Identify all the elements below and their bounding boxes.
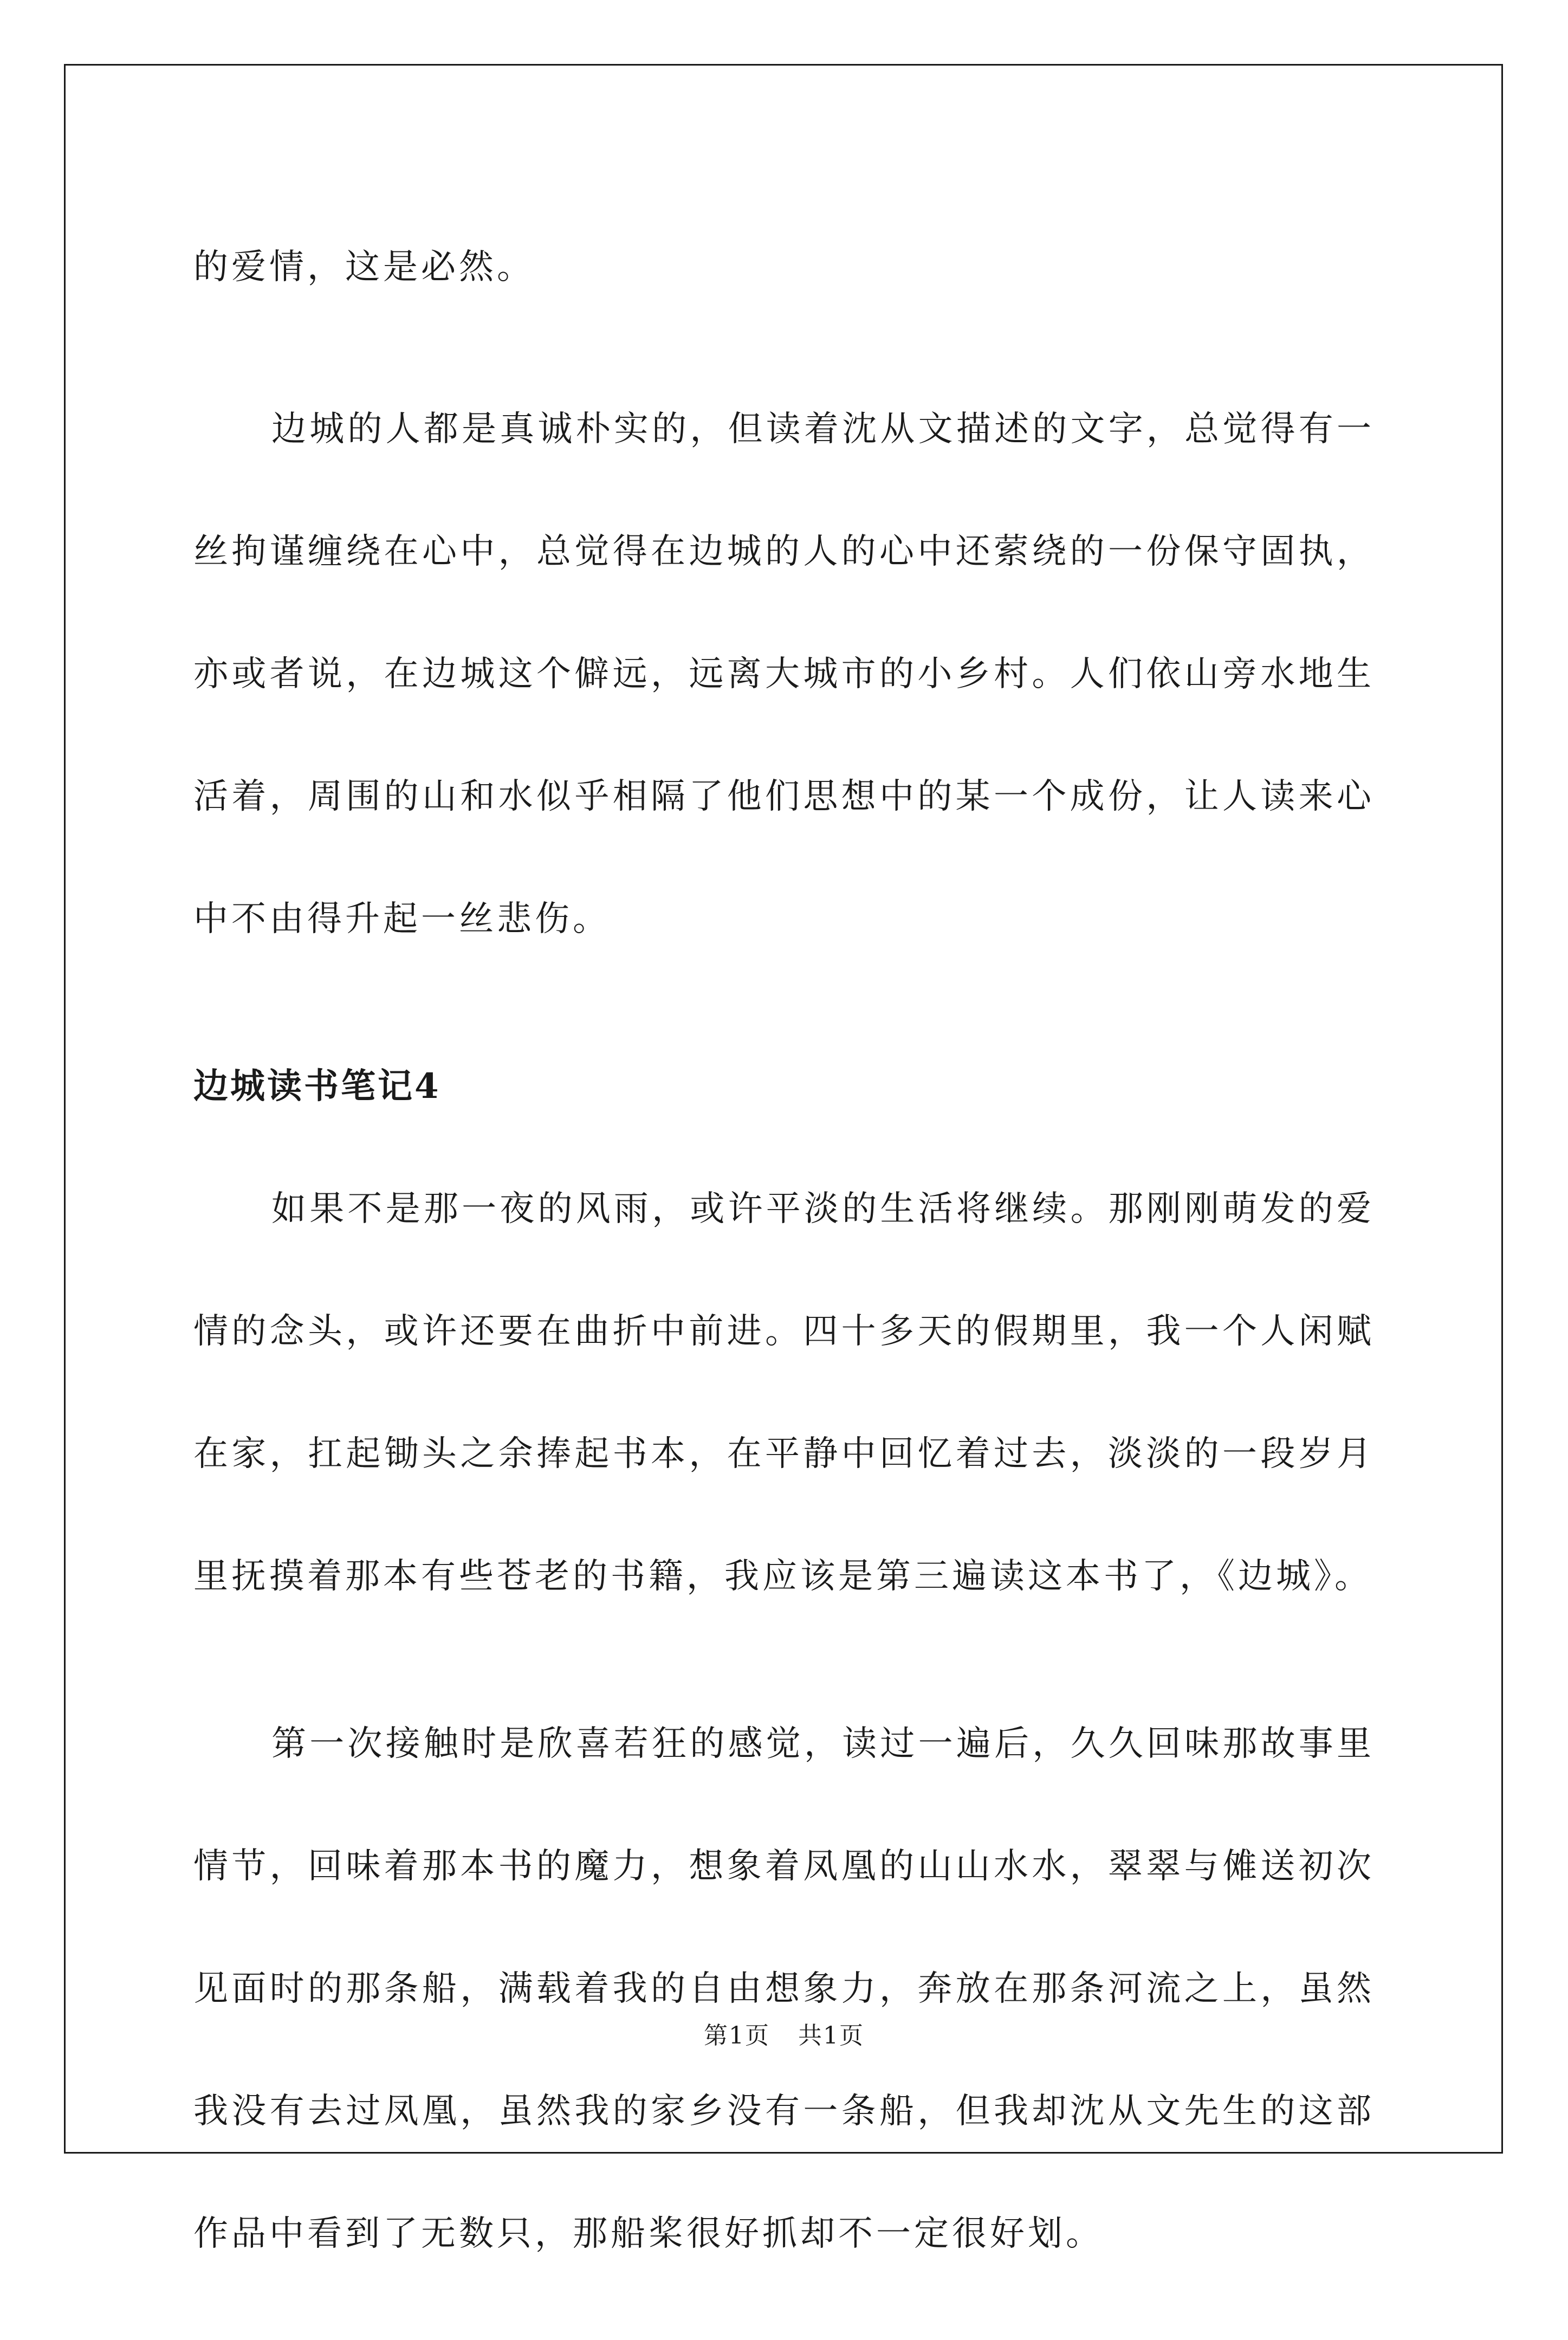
- page-footer: [0, 2016, 1568, 2051]
- page-number: 第1页: [704, 2022, 770, 2050]
- paragraph: 如果不是那一夜的风雨，或许平淡的生活将继续。那刚刚萌发的爱情的念头，或许还要在曲折中前进。四十多天的假期里，我一个人闲赋在家，扛起锄头之余捧起书本，在平静中回忆着过去，淡淡的一段岁月里抚摸着那本有些苍老的书籍，我应该是第三遍读这本书了，《边城》。: [193, 1189, 1375, 1596]
- paragraph: 边城的人都是真诚朴实的，但读着沈从文描述的文字，总觉得有一丝拘谨缠绕在心中，总觉得在边城的人的心中还萦绕的一份保守固执，亦或者说，在边城这个僻远，远离大城市的小乡村。人们依山旁水地生活着，周围的山和水似乎相隔了他们思想中的某一个成份，让人读来心中不由得升起一丝悲伤。: [193, 409, 1375, 939]
- page-total: 共1页: [798, 2022, 864, 2050]
- paragraph: 第一次接触时是欣喜若狂的感觉，读过一遍后，久久回味那故事里情节，回味着那本书的魔力，想象着凤凰的山山水水，翠翠与傩送初次见面时的那条船，满载着我的自由想象力，奔放在那条河流之上，虽然我没有去过凤凰，虽然我的家乡没有一条船，但我却沈从文先生的这部作品中看到了无数只，那船桨很好抓却不一定很好划。: [193, 1724, 1375, 2254]
- paragraph: 的爱情，这是必然。: [193, 247, 535, 287]
- section-heading: 边城读书笔记4: [193, 1066, 441, 1107]
